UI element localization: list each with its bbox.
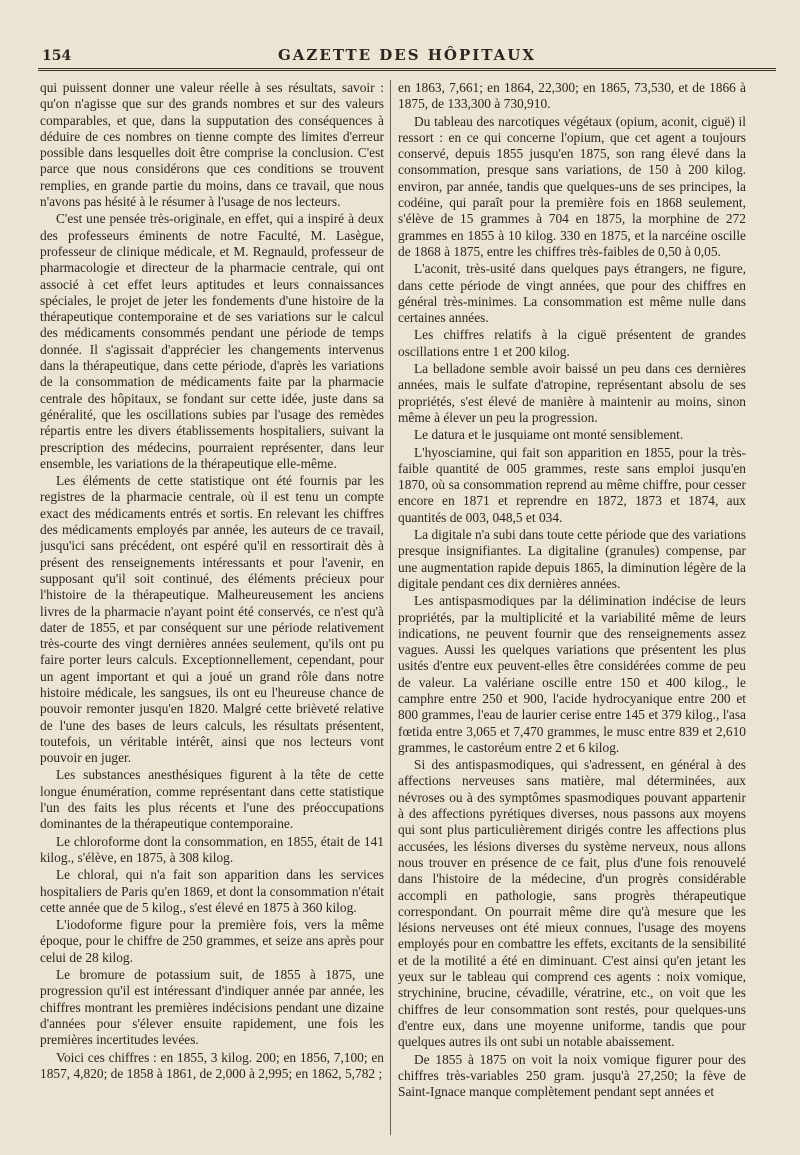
paragraph: Si des antispasmodiques, qui s'adressent, en général à des affections nerveuses sans matière, mal déterminées, aux névroses ou à des symptômes spasmodiques pouvant appartenir à des affections pyrétiques diverses, nous passons aux moyens qui sont plus particulièrement dirigés contre les affections plus accusées, les lésions diverses du système nerveux, nous allons nous trouver en présence de ce fait, plus d'une fois renouvelé dans l'histoire de la médecine, d'un progrès considérable accompli en pathologie, sans progrès thérapeutique correspondant. On pourrait même dire qu'à mesure que les lésions nerveuses ont été mieux connues, l'usage des moyens employés pour en combattre les effets, excitants de la sensibilité et de la motilité a été en diminuant. C'est ainsi qu'en jetant les yeux sur le tableau qui comprend ces agents : noix vomique, strychinine, brucine, cévadille, vératrine, etc., on voit que les chiffres de leur consommation sont restés, pour quelques-uns d'entre eux, dans une moyenne uniforme, tandis que pour quelques autres ils ont subi un notable abaissement. — [398, 757, 746, 1050]
paragraph: La belladone semble avoir baissé un peu dans ces dernières années, mais le sulfate d'atropine, représentant absolu de ses propriétés, s'est élevé de manière à maintenir au moins, sinon même à élever un peu la progression. — [398, 361, 746, 425]
paragraph: Du tableau des narcotiques végétaux (opium, aconit, ciguë) il ressort : en ce qui concerne l'opium, que cet agent a toujours conservé, depuis 1855 jusqu'en 1875, son rang élevé dans la consommation, presque sans variations, de 150 à 200 kilog. environ, par année, tandis que quelques-uns de ses principes, la codéine, qui paraît pour la première fois en 1868 seulement, s'élève de 15 grammes à 704 en 1875, la morphine de 272 grammes en 1855 à 10 kilog. 330 en 1875, et la narcéine oscille de 1868 à 1875, entre les chiffres très-faibles de 0,50 à 0,05. — [398, 113, 746, 259]
paragraph: La digitale n'a subi dans toute cette période que des variations presque insignifiantes. La digitaline (granules) compense, par une augmentation rapide depuis 1865, la diminution légère de la digitale pendant ces dix dernières années. — [398, 527, 746, 591]
column-divider — [390, 80, 391, 1135]
paragraph: Voici ces chiffres : en 1855, 3 kilog. 200; en 1856, 7,100; en 1857, 4,820; de 1858 à 1861, de 2,000 à 2,995; en 1862, 5,782 ; — [40, 1049, 384, 1081]
page-header — [38, 40, 776, 71]
paragraph: Le chloroforme dont la consommation, en 1855, était de 141 kilog., s'élève, en 1875, à 308 kilog. — [40, 833, 384, 865]
paragraph: De 1855 à 1875 on voit la noix vomique figurer pour des chiffres très-variables 250 gram. jusqu'à 27,250; la fève de Saint-Ignace manque complètement pendant sept années et — [398, 1051, 746, 1100]
paragraph: Les antispasmodiques par la délimination indécise de leurs propriétés, par la multiplicité et la variabilité même de leurs indications, ne peuvent fournir que des renseignements assez vagues. Aussi les quelques variations que présentent les plus usités d'entre eux peuvent-elles être considérées comme de peu de valeur. La valériane oscille entre 150 et 400 kilog., le camphre entre 250 et 900, l'acide hydrocyanique entre 200 et 800 grammes, l'eau de laurier cerise entre 145 et 379 kilog., l'asa fœtida entre 3,065 et 7,470 grammes, le musc entre 839 et 2,610 grammes, le castoréum entre 2 et 6 kilog. — [398, 593, 746, 755]
page-number: 154 — [42, 48, 72, 64]
paragraph: Le chloral, qui n'a fait son apparition dans les services hospitaliers de Paris qu'en 1869, et dont la consommation n'était cette année que de 5 kilog., s'est élevé en 1875 à 360 kilog. — [40, 867, 384, 915]
right-column — [398, 80, 746, 1143]
paragraph: L'iodoforme figure pour la première fois, vers la même époque, pour le chiffre de 250 grammes, et seize ans après pour celui de 28 kilog. — [40, 917, 384, 965]
paragraph: Les chiffres relatifs à la ciguë présentent de grandes oscillations entre 1 et 200 kilog. — [398, 327, 746, 359]
paragraph: Les éléments de cette statistique ont été fournis par les registres de la pharmacie centrale, où il est tenu un compte exact des médicaments entrés et sortis. En relevant les chiffres des médicaments employés par année, les auteurs de ce travail, jusqu'ici sans précédent, ont espéré qu'il en ressortirait dès à présent des renseignements intéressants et pour l'avenir, en supposant qu'il soit continué, des éléments précieux pour l'histoire de la thérapeutique. Malheureusement les anciens livres de la pharmacie n'ayant point été conservés, ce n'est qu'à dater de 1855, et par conséquent sur une période relativement très-courte des vingt dernières années seulement, qu'ils ont pu faire porter leurs calculs. Exceptionnellement, cependant, pour un agent important et qui a joué un grand rôle dans notre histoire médicale, les sangsues, ils ont eu l'heureuse chance de pouvoir remonter jusqu'en 1820. Malgré cette brièveté relative de l'une des bases de leurs calculs, les résultats présentent, toutefois, un véritable intérêt, ainsi que nos lecteurs vont pouvoir en juger. — [40, 473, 384, 766]
paragraph: Le bromure de potassium suit, de 1855 à 1875, une progression qu'il est intéressant d'indiquer année par année, les chiffres montrant les premières indécisions pendant une dizaine d'années pour s'élever ensuite rapidement, une fois les premières incertitudes levées. — [40, 967, 384, 1048]
paragraph: L'aconit, très-usité dans quelques pays étrangers, ne figure, dans cette période de vingt années, que pour des chiffres en général très-minimes. La consommation est même nulle dans certaines années. — [398, 261, 746, 326]
paragraph: C'est une pensée très-originale, en effet, qui a inspiré à deux des professeurs éminents de notre Faculté, M. Lasègue, professeur de clinique médicale, et M. Regnauld, professeur de pharmacologie et directeur de la pharmacie centrale, qui ont associé à cet effet leurs aptitudes et leurs connaissances spéciales, le projet de jeter les fondements d'une histoire de la thérapeutique contemporaine et de ses variations sur le calcul des médicaments consommés pendant une période de temps donnée. Il s'agissait d'apprécier les changements intervenus dans la thérapeutique, dans cette période, d'après les variations de la consommation de médicaments faite par la pharmacie centrale des hôpitaux, se fondant sur cette idée, juste dans sa généralité, que les oscillations subies par l'usage des remèdes répartis entre les divers établissements hospitaliers, suivant la prescription des médecins, pourraient représenter, dans leur ensemble, les variations de la thérapeutique elle-même. — [40, 211, 384, 471]
paragraph: qui puissent donner une valeur réelle à ses résultats, savoir : qu'on n'agisse que sur des grands nombres et sur des valeurs comparables, et que, dans la supputation des conséquences à déduire de ces nombres on tienne compte des limites d'erreur possible dans lesquelles doit être comprise la conclusion. C'est parce que nous considérons que ces conditions se trouvent remplies, en grande partie du moins, dans ce travail, que nous n'avons pas hésité à le résumer à l'usage de nos lecteurs. — [40, 80, 384, 210]
paragraph: Les substances anesthésiques figurent à la tête de cette longue énumération, comme représentant dans cette statistique l'un des faits les plus récents et l'une des préoccupations dominantes de la thérapeutique contemporaine. — [40, 767, 384, 832]
paragraph: L'hyosciamine, qui fait son apparition en 1855, pour la très-faible quantité de 005 grammes, reste sans emploi jusqu'en 1870, où sa consommation reprend au même chiffre, pour cesser encore en 1871 et reprendre en 1872, 1873 et 1874, aux quantités de 003, 048,5 et 034. — [398, 444, 746, 525]
left-column — [40, 80, 384, 1143]
running-title: GAZETTE DES HÔPITAUX — [277, 46, 536, 64]
paragraph: Le datura et le jusquiame ont monté sensiblement. — [414, 427, 684, 443]
paragraph: en 1863, 7,661; en 1864, 22,300; en 1865, 73,530, et de 1866 à 1875, de 133,300 à 730,910. — [398, 80, 746, 112]
